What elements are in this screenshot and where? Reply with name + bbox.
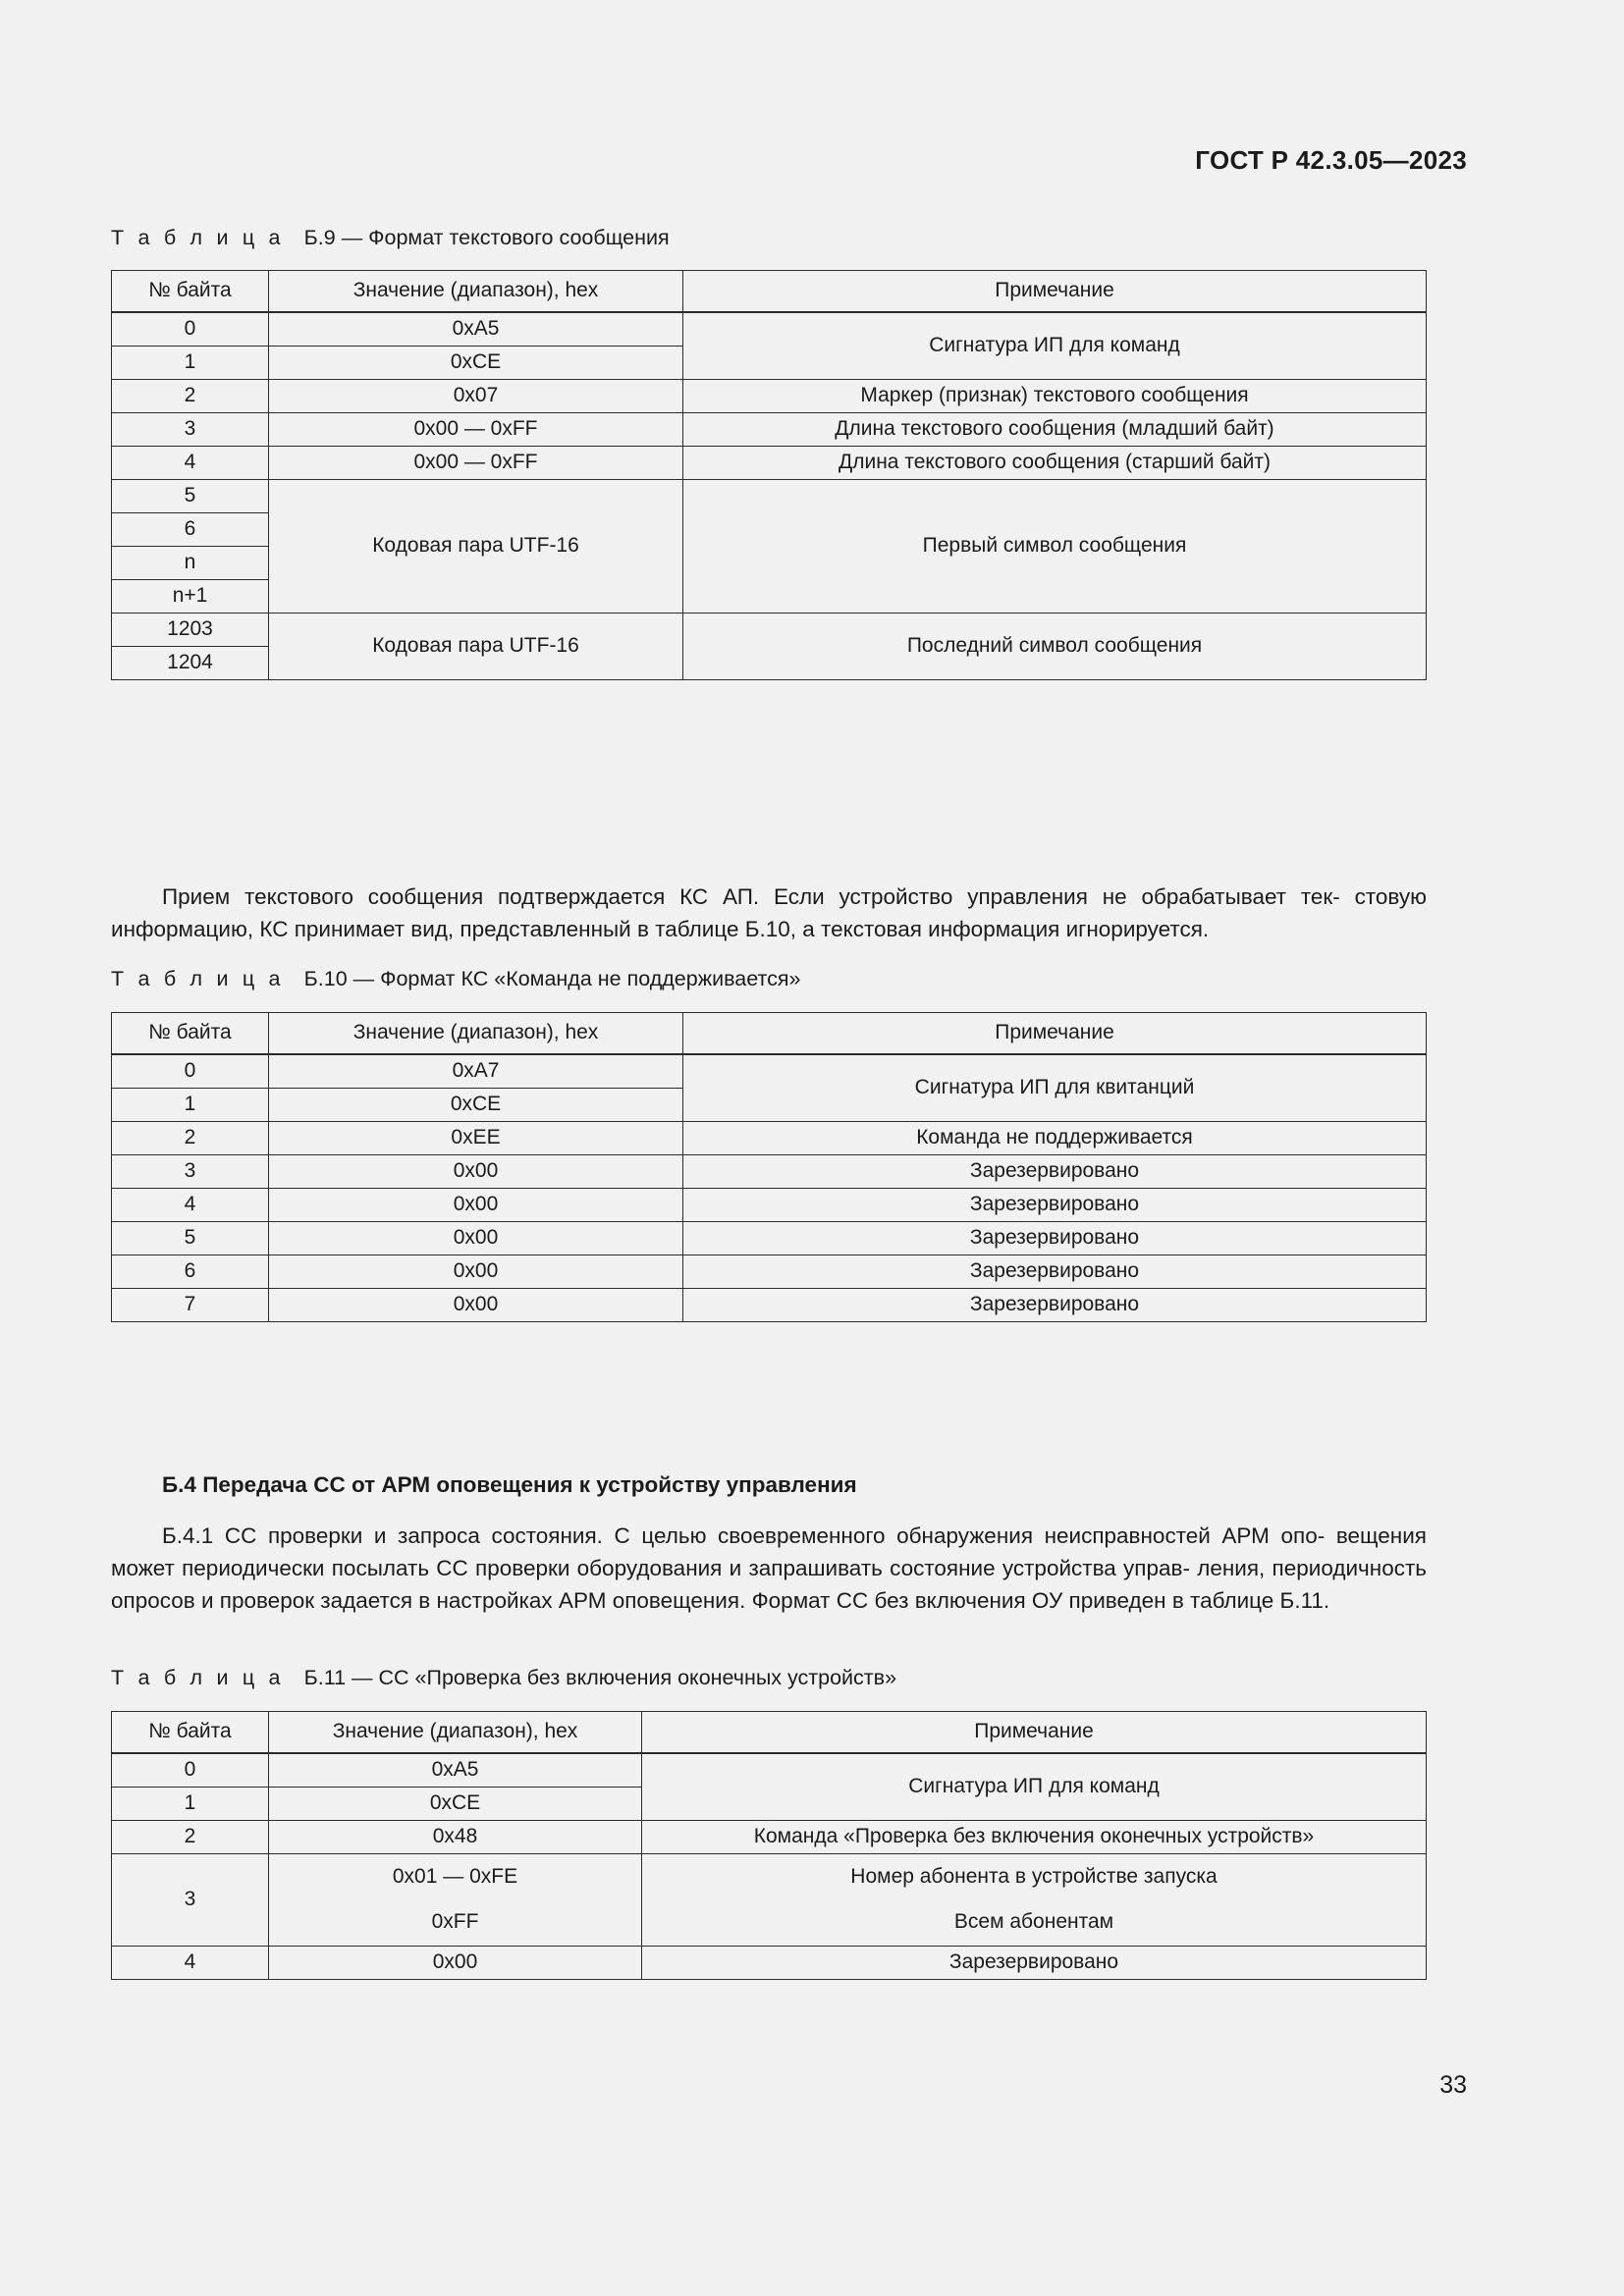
cell-byte: 2 [112,1821,269,1854]
table-b11-caption [111,1666,1427,1690]
cell-value: Кодовая пара UTF-16 [269,614,683,680]
cell-note: Зарезервировано [683,1289,1427,1322]
table-b11 [111,1711,1427,1980]
table-b10-caption [111,967,1427,991]
cell-value: 0x07 [269,380,683,413]
paragraph-line: стовую информацию, КС принимает вид, представленный в таблице Б.10, а текстовая информация игнорируется. [111,884,1427,941]
cell-byte: 4 [112,1946,269,1979]
table-row-header [112,1712,1427,1754]
paragraph-line: Б.4.1 СС проверки и запроса состояния. С целью своевременного обнаружения неисправностей АРМ опо- [162,1523,1326,1548]
section-b4-paragraph [111,1520,1427,1617]
cell-byte: 4 [112,1189,269,1222]
cell-byte: 4 [112,447,269,480]
cell-byte: 1204 [112,647,269,680]
table-b11-grid [111,1711,1427,1980]
cell-byte: n [112,547,269,580]
table-row [112,1255,1427,1289]
column-header-note: Примечание [683,271,1427,313]
cell-value: 0x00 [269,1222,683,1255]
column-header-value: Значение (диапазон), hex [269,271,683,313]
table-b9-grid [111,270,1427,680]
table-b11-caption-prefix: Т а б л и ц а [111,1666,285,1689]
column-header-byte: № байта [112,1013,269,1055]
cell-value-secondary: 0xFF [431,1910,479,1934]
cell-note: Длина текстового сообщения (младший байт) [683,413,1427,447]
cell-note: Сигнатура ИП для квитанций [683,1054,1427,1122]
cell-byte: 2 [112,1122,269,1155]
cell-note: Команда не поддерживается [683,1122,1427,1155]
cell-value: 0xA5 [269,1753,642,1788]
cell-value: 0x00 [269,1155,683,1189]
cell-value: 0x00 — 0xFF [269,447,683,480]
cell-note: Зарезервировано [683,1222,1427,1255]
cell-note: Сигнатура ИП для команд [642,1753,1427,1821]
cell-note-primary: Номер абонента в устройстве запуска [850,1865,1218,1888]
table-b9 [111,270,1427,680]
cell-value: 0x00 [269,1255,683,1289]
section-b4-heading [111,1472,1427,1498]
cell-note-stack [642,1854,1427,1947]
table-row [112,1222,1427,1255]
cell-note: Маркер (признак) текстового сообщения [683,380,1427,413]
cell-note-secondary: Всем абонентам [953,1910,1114,1934]
cell-byte: 1 [112,1089,269,1122]
paragraph-line: вещения может периодически посылать СС проверки оборудования и запрашивать состояние устройства управ- [111,1523,1427,1580]
table-row [112,480,1427,513]
table-b9-caption [111,226,1427,250]
table-b10-caption-text: — Формат КС «Команда не поддерживается» [352,967,801,990]
table-b10-caption-number: Б.10 [303,967,348,990]
table-row [112,1122,1427,1155]
cell-byte: 7 [112,1289,269,1322]
cell-byte: 5 [112,1222,269,1255]
cell-note: Зарезервировано [642,1946,1427,1979]
cell-byte: 0 [112,1054,269,1089]
cell-byte: 3 [112,1854,269,1947]
cell-value-stack [269,1854,642,1947]
cell-note: Последний символ сообщения [683,614,1427,680]
cell-byte: 1203 [112,614,269,647]
page-number: 33 [1439,2071,1467,2099]
table-b10-caption-prefix: Т а б л и ц а [111,967,285,990]
table-b10 [111,1012,1427,1322]
cell-note: Зарезервировано [683,1155,1427,1189]
table-row [112,1946,1427,1979]
table-b9-caption-number: Б.9 [303,226,336,249]
cell-byte: 6 [112,513,269,547]
column-header-value: Значение (диапазон), hex [269,1013,683,1055]
cell-value: 0xCE [269,1788,642,1821]
table-b9-caption-text: — Формат текстового сообщения [341,226,670,249]
cell-byte: n+1 [112,580,269,614]
table-row [112,1753,1427,1788]
table-row [112,1155,1427,1189]
cell-note: Сигнатура ИП для команд [683,312,1427,380]
table-row [112,1054,1427,1089]
cell-note: Команда «Проверка без включения оконечных устройств» [642,1821,1427,1854]
cell-value: Кодовая пара UTF-16 [269,480,683,614]
cell-value: 0x00 [269,1289,683,1322]
cell-byte: 5 [112,480,269,513]
cell-value: 0x00 — 0xFF [269,413,683,447]
paragraph-text-message-ack [111,881,1427,945]
running-head-standard-number: ГОСТ Р 42.3.05—2023 [1195,145,1467,175]
cell-note: Первый символ сообщения [683,480,1427,614]
table-row [112,614,1427,647]
column-header-note: Примечание [642,1712,1427,1754]
cell-value: 0xEE [269,1122,683,1155]
table-row [112,1189,1427,1222]
cell-byte: 6 [112,1255,269,1289]
cell-value: 0x48 [269,1821,642,1854]
cell-byte: 2 [112,380,269,413]
cell-note: Длина текстового сообщения (старший байт) [683,447,1427,480]
cell-byte: 3 [112,413,269,447]
section-b4-heading-text: Б.4 Передача СС от АРМ оповещения к устройству управления [162,1472,857,1497]
cell-note: Зарезервировано [683,1255,1427,1289]
table-row [112,413,1427,447]
table-b10-grid [111,1012,1427,1322]
table-row [112,1821,1427,1854]
table-b11-caption-number: Б.11 [303,1666,347,1689]
table-row [112,1289,1427,1322]
table-row [112,380,1427,413]
cell-value: 0xCE [269,1089,683,1122]
table-b11-caption-text: — СС «Проверка без включения оконечных устройств» [352,1666,897,1689]
column-header-value: Значение (диапазон), hex [269,1712,642,1754]
table-row [112,1854,1427,1947]
column-header-byte: № байта [112,271,269,313]
column-header-byte: № байта [112,1712,269,1754]
table-row-header [112,1013,1427,1055]
cell-value: 0x00 [269,1946,642,1979]
cell-value-primary: 0x01 — 0xFE [392,1865,518,1888]
paragraph-line: приведен в таблице Б.11. [1068,1588,1330,1613]
paragraph-line: ления, периодичность опросов и проверок задается в настройках АРМ оповещения. Формат СС без включения ОУ [111,1556,1427,1613]
cell-value: 0xA5 [269,312,683,347]
table-row-header [112,271,1427,313]
cell-value: 0x00 [269,1189,683,1222]
cell-value: 0xCE [269,347,683,380]
cell-byte: 1 [112,347,269,380]
cell-byte: 3 [112,1155,269,1189]
cell-value: 0xA7 [269,1054,683,1089]
column-header-note: Примечание [683,1013,1427,1055]
cell-byte: 0 [112,1753,269,1788]
cell-byte: 0 [112,312,269,347]
table-row [112,312,1427,347]
paragraph-line: Прием текстового сообщения подтверждается КС АП. Если устройство управления не обрабатывает тек- [162,884,1340,909]
cell-byte: 1 [112,1788,269,1821]
table-b9-caption-prefix: Т а б л и ц а [111,226,285,249]
table-row [112,447,1427,480]
cell-note: Зарезервировано [683,1189,1427,1222]
